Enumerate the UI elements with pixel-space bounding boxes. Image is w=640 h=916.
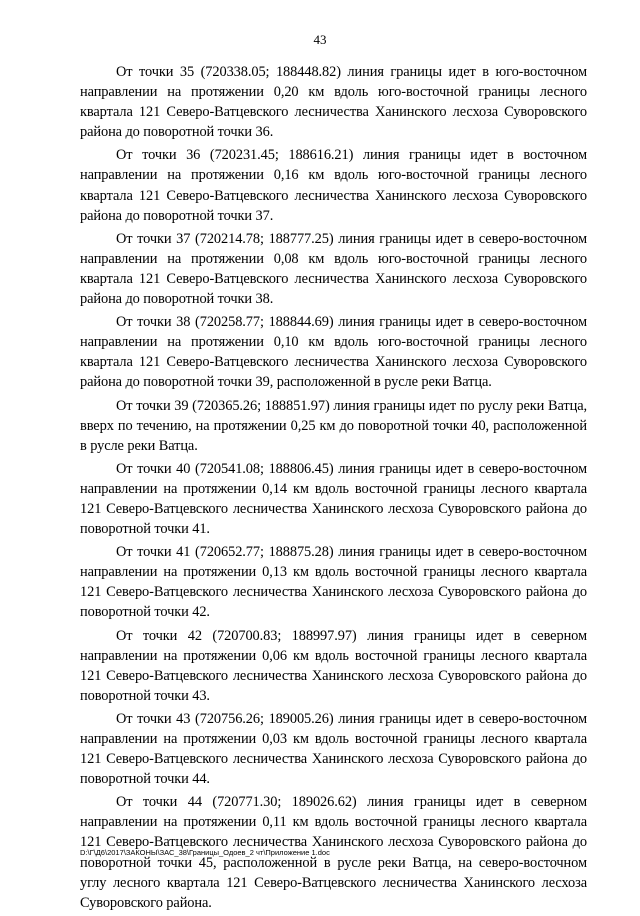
paragraph-point-37: От точки 37 (720214.78; 188777.25) линия границы идет в северо-восточном направлении на протяжении 0,08 км вдоль юго-восточной границы лесного квартала 121 Северо-Ватцевского лесничества Ханинского лесхоза Суворовского района до поворотной точки 38.: [80, 230, 587, 308]
paragraph-point-40: От точки 40 (720541.08; 188806.45) линия границы идет в северо-восточном направлении на протяжении 0,14 км вдоль восточной границы лесного квартала 121 Северо-Ватцевского лесничества Ханинского лесхоза Суворовского района до поворотной точки 41.: [80, 460, 587, 538]
paragraph-point-35: От точки 35 (720338.05; 188448.82) линия границы идет в юго-восточном направлении на протяжении 0,20 км вдоль юго-восточной границы лесного квартала 121 Северо-Ватцевского лесничества Ханинского лесхоза Суворовского района до поворотной точки 36.: [80, 64, 587, 141]
paragraph-point-38: От точки 38 (720258.77; 188844.69) линия границы идет в северо-восточном направлении на протяжении 0,10 км вдоль юго-восточной границы лесного квартала 121 Северо-Ватцевского лесничества Ханинского лесхоза Суворовского района до поворотной точки 39, расположенной в русле реки Ватца.: [80, 314, 587, 391]
document-body: [80, 62, 587, 916]
paragraph-point-39: От точки 39 (720365.26; 188851.97) линия границы идет по руслу реки Ватца, вверх по течению, на протяжении 0,25 км до поворотной точки 40, расположенной в русле реки Ватца.: [80, 397, 587, 454]
paragraph-point-36: От точки 36 (720231.45; 188616.21) линия границы идет в восточном направлении на протяжении 0,16 км вдоль юго-восточной границы лесного квартала 121 Северо-Ватцевского лесничества Ханинского лесхоза Суворовского района до поворотной точки 37.: [80, 147, 587, 224]
page-number: 43: [313, 32, 327, 47]
paragraph-point-41: От точки 41 (720652.77; 188875.28) линия границы идет в северо-восточном направлении на протяжении 0,13 км вдоль восточной границы лесного квартала 121 Северо-Ватцевского лесничества Ханинского лесхоза Суворовского района до поворотной точки 42.: [80, 544, 587, 621]
paragraph-point-43: От точки 43 (720756.26; 189005.26) линия границы идет в северо-восточном направлении на протяжении 0,03 км вдоль восточной границы лесного квартала 121 Северо-Ватцевского лесничества Ханинского лесхоза Суворовского района до поворотной точки 44.: [80, 710, 587, 788]
paragraph-point-42: От точки 42 (720700.83; 188997.97) линия границы идет в северном направлении на протяжении 0,06 км вдоль восточной границы лесного квартала 121 Северо-Ватцевского лесничества Ханинского лесхоза Суворовского района до поворотной точки 43.: [80, 627, 587, 704]
footer-file-path: D:\Г\Д6\2017\ЗАКОНЫ\ЗАС_38\Границы_Одоев_2 чт\Приложение 1.doc: [80, 848, 330, 857]
paragraph-point-44: От точки 44 (720771.30; 189026.62) линия границы идет в северном направлении на протяжении 0,11 км вдоль восточной границы лесного квартала 121 Северо-Ватцевского лесничества Ханинского лесхоза Суворовского района до поворотной точки 45, расположенной в русле реки Ватца, на северо-восточном углу лесного квартала 121 Северо-Ватцевского лесничества Ханинского лесхоза Суворовского района.: [80, 794, 587, 911]
